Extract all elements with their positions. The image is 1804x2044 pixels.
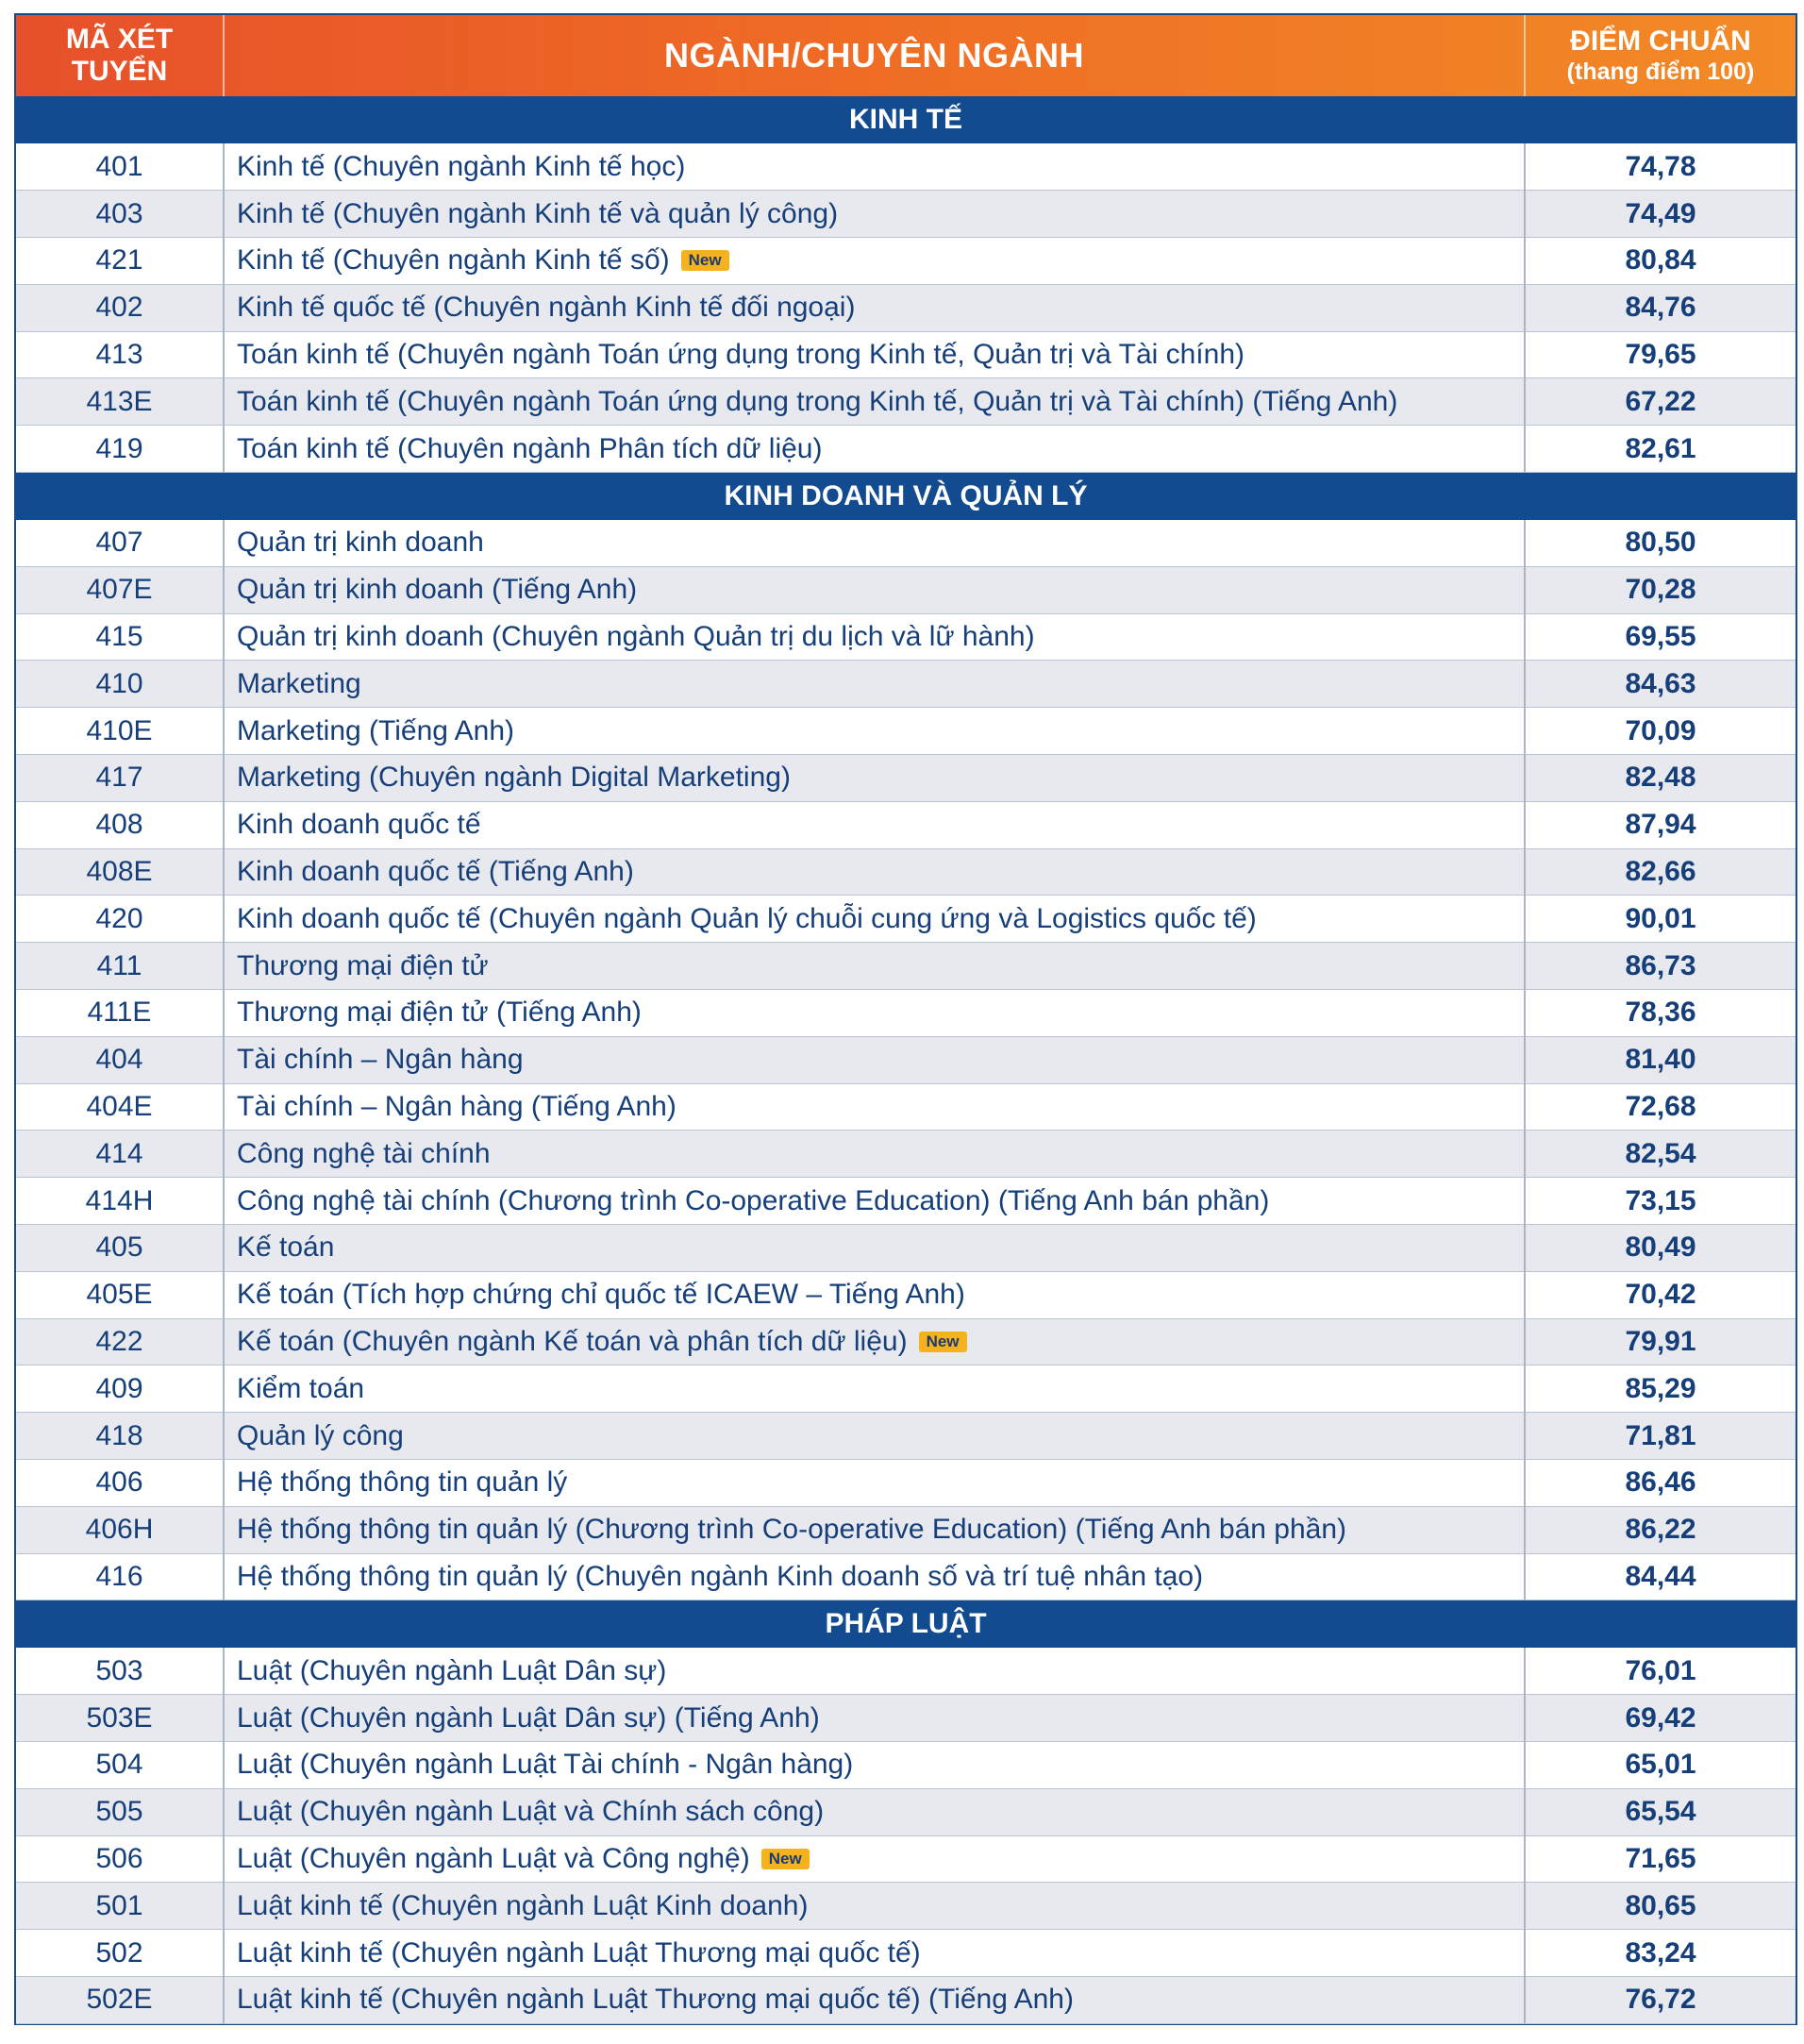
- table-row: [16, 613, 1796, 661]
- cutoff-score: 82,61: [1525, 426, 1796, 473]
- program-name: Quản trị kinh doanh (Chuyên ngành Quản trị du lịch và lữ hành): [237, 621, 1035, 653]
- program-code: 414H: [16, 1178, 224, 1225]
- program-code: 413: [16, 331, 224, 378]
- program-name-cell: [224, 896, 1525, 943]
- program-name: Hệ thống thông tin quản lý (Chương trình Co-operative Education) (Tiếng Anh bán phần): [237, 1514, 1347, 1546]
- program-code: 420: [16, 896, 224, 943]
- program-name: Tài chính – Ngân hàng (Tiếng Anh): [237, 1091, 676, 1123]
- table-row: [16, 1648, 1796, 1695]
- section-header: [16, 473, 1796, 520]
- table-body: [16, 96, 1796, 2023]
- program-name-cell: [224, 1835, 1525, 1883]
- cutoff-score: 71,81: [1525, 1413, 1796, 1460]
- program-code: 503E: [16, 1695, 224, 1742]
- program-code: 404: [16, 1036, 224, 1083]
- cutoff-score: 82,66: [1525, 848, 1796, 896]
- program-name-cell: [224, 1365, 1525, 1413]
- cutoff-score: 76,72: [1525, 1976, 1796, 2023]
- program-name: Kinh tế (Chuyên ngành Kinh tế học): [237, 150, 686, 182]
- cutoff-score: 82,48: [1525, 755, 1796, 802]
- program-name-cell: [224, 1976, 1525, 2023]
- program-name-cell: [224, 1178, 1525, 1225]
- section-title: KINH DOANH VÀ QUẢN LÝ: [16, 473, 1796, 520]
- program-name-cell: [224, 426, 1525, 473]
- header-code-line1: MÃ XÉT: [65, 24, 174, 55]
- program-name: Hệ thống thông tin quản lý: [237, 1466, 568, 1499]
- cutoff-score: 76,01: [1525, 1648, 1796, 1695]
- program-name-cell: [224, 520, 1525, 567]
- program-name-cell: [224, 1788, 1525, 1835]
- cutoff-score: 86,22: [1525, 1506, 1796, 1553]
- program-name: Kế toán (Tích hợp chứng chỉ quốc tế ICAEW – Tiếng Anh): [237, 1279, 965, 1311]
- program-code: 411: [16, 943, 224, 990]
- cutoff-score: 65,54: [1525, 1788, 1796, 1835]
- program-name-cell: [224, 1036, 1525, 1083]
- header-code: [16, 15, 224, 96]
- table-row: [16, 1083, 1796, 1131]
- program-name: Kiểm toán: [237, 1372, 365, 1404]
- program-code: 422: [16, 1318, 224, 1365]
- cutoff-score: 85,29: [1525, 1365, 1796, 1413]
- program-name: Luật (Chuyên ngành Luật và Chính sách công): [237, 1796, 825, 1828]
- header-code-line2: TUYỂN: [71, 56, 168, 87]
- program-name: Kinh doanh quốc tế (Tiếng Anh): [237, 856, 634, 888]
- program-name: Marketing: [237, 667, 361, 699]
- program-code: 411E: [16, 990, 224, 1037]
- program-code: 402: [16, 284, 224, 331]
- program-name-cell: [224, 238, 1525, 285]
- program-code: 410: [16, 661, 224, 708]
- table-row: [16, 284, 1796, 331]
- table-row: [16, 426, 1796, 473]
- program-name-cell: [224, 755, 1525, 802]
- program-name: Kế toán: [237, 1231, 335, 1264]
- cutoff-score: 71,65: [1525, 1835, 1796, 1883]
- program-name: Toán kinh tế (Chuyên ngành Toán ứng dụng trong Kinh tế, Quản trị và Tài chính): [237, 339, 1245, 371]
- program-name-cell: [224, 1318, 1525, 1365]
- program-code: 409: [16, 1365, 224, 1413]
- table-row: [16, 1742, 1796, 1789]
- new-badge: New: [919, 1332, 967, 1352]
- program-code: 406H: [16, 1506, 224, 1553]
- program-name: Quản lý công: [237, 1419, 404, 1451]
- table-row: [16, 1788, 1796, 1835]
- table-row: [16, 801, 1796, 848]
- program-name: Luật kinh tế (Chuyên ngành Luật Kinh doanh): [237, 1889, 809, 1921]
- score-table-frame: [14, 13, 1797, 2025]
- table-row: [16, 1976, 1796, 2023]
- program-code: 421: [16, 238, 224, 285]
- program-code: 416: [16, 1553, 224, 1600]
- header-row: [16, 15, 1796, 96]
- cutoff-score: 73,15: [1525, 1178, 1796, 1225]
- program-name-cell: [224, 708, 1525, 755]
- program-code: 504: [16, 1742, 224, 1789]
- section-title: KINH TẾ: [16, 96, 1796, 143]
- table-row: [16, 1413, 1796, 1460]
- program-name-cell: [224, 1648, 1525, 1695]
- section-header: [16, 1600, 1796, 1648]
- cutoff-score: 86,73: [1525, 943, 1796, 990]
- program-name: Marketing (Chuyên ngành Digital Marketing): [237, 762, 791, 794]
- table-row: [16, 1036, 1796, 1083]
- program-code: 502E: [16, 1976, 224, 2023]
- program-name: Thương mại điện tử (Tiếng Anh): [237, 997, 642, 1029]
- program-name: Kinh doanh quốc tế (Chuyên ngành Quản lý chuỗi cung ứng và Logistics quốc tế): [237, 902, 1257, 934]
- header-major: NGÀNH/CHUYÊN NGÀNH: [224, 15, 1525, 96]
- cutoff-score: 70,42: [1525, 1271, 1796, 1318]
- program-code: 408: [16, 801, 224, 848]
- cutoff-score: 80,50: [1525, 520, 1796, 567]
- program-code: 413E: [16, 378, 224, 426]
- table-row: [16, 1365, 1796, 1413]
- cutoff-score: 80,65: [1525, 1883, 1796, 1930]
- program-code: 503: [16, 1648, 224, 1695]
- cutoff-score: 70,09: [1525, 708, 1796, 755]
- program-name-cell: [224, 1930, 1525, 1977]
- table-row: [16, 1178, 1796, 1225]
- program-name: Toán kinh tế (Chuyên ngành Toán ứng dụng trong Kinh tế, Quản trị và Tài chính) (Tiếng Anh): [237, 385, 1398, 417]
- program-name: Kinh tế (Chuyên ngành Kinh tế số): [237, 244, 670, 276]
- program-code: 405E: [16, 1271, 224, 1318]
- cutoff-score: 84,63: [1525, 661, 1796, 708]
- table-row: [16, 1835, 1796, 1883]
- program-name: Kinh doanh quốc tế: [237, 809, 481, 841]
- table-row: [16, 943, 1796, 990]
- table-row: [16, 191, 1796, 238]
- program-name-cell: [224, 378, 1525, 426]
- program-name-cell: [224, 1131, 1525, 1178]
- program-name: Marketing (Tiếng Anh): [237, 714, 515, 746]
- program-code: 403: [16, 191, 224, 238]
- program-name: Công nghệ tài chính: [237, 1137, 491, 1169]
- program-name-cell: [224, 1883, 1525, 1930]
- cutoff-score: 87,94: [1525, 801, 1796, 848]
- program-name-cell: [224, 1553, 1525, 1600]
- program-name-cell: [224, 943, 1525, 990]
- program-name: Luật kinh tế (Chuyên ngành Luật Thương mại quốc tế) (Tiếng Anh): [237, 1984, 1074, 2016]
- program-name-cell: [224, 1271, 1525, 1318]
- cutoff-score: 79,91: [1525, 1318, 1796, 1365]
- table-row: [16, 848, 1796, 896]
- program-name: Hệ thống thông tin quản lý (Chuyên ngành Kinh doanh số và trí tuệ nhân tạo): [237, 1561, 1204, 1592]
- cutoff-score: 83,24: [1525, 1930, 1796, 1977]
- cutoff-score: 84,44: [1525, 1553, 1796, 1600]
- table-row: [16, 331, 1796, 378]
- cutoff-score: 90,01: [1525, 896, 1796, 943]
- new-badge: New: [761, 1849, 810, 1869]
- table-row: [16, 896, 1796, 943]
- cutoff-score: 74,49: [1525, 191, 1796, 238]
- program-name-cell: [224, 613, 1525, 661]
- program-code: 401: [16, 143, 224, 191]
- program-name: Toán kinh tế (Chuyên ngành Phân tích dữ liệu): [237, 432, 823, 464]
- table-row: [16, 1506, 1796, 1553]
- program-code: 410E: [16, 708, 224, 755]
- program-name-cell: [224, 331, 1525, 378]
- program-name: Quản trị kinh doanh (Tiếng Anh): [237, 574, 638, 606]
- program-name: Luật kinh tế (Chuyên ngành Luật Thương mại quốc tế): [237, 1936, 921, 1969]
- table-header: [16, 15, 1796, 96]
- program-name-cell: [224, 1506, 1525, 1553]
- program-name-cell: [224, 801, 1525, 848]
- table-row: [16, 520, 1796, 567]
- program-name-cell: [224, 661, 1525, 708]
- program-code: 417: [16, 755, 224, 802]
- program-code: 505: [16, 1788, 224, 1835]
- table-row: [16, 143, 1796, 191]
- cutoff-score: 74,78: [1525, 143, 1796, 191]
- program-name: Luật (Chuyên ngành Luật Dân sự): [237, 1654, 667, 1686]
- program-code: 407E: [16, 566, 224, 613]
- cutoff-score: 79,65: [1525, 331, 1796, 378]
- program-name-cell: [224, 1742, 1525, 1789]
- program-name-cell: [224, 1083, 1525, 1131]
- program-name: Luật (Chuyên ngành Luật và Công nghệ): [237, 1842, 750, 1874]
- program-name-cell: [224, 1413, 1525, 1460]
- cutoff-score: 69,55: [1525, 613, 1796, 661]
- program-code: 414: [16, 1131, 224, 1178]
- table-row: [16, 1883, 1796, 1930]
- new-badge: New: [681, 250, 729, 271]
- program-name-cell: [224, 990, 1525, 1037]
- program-name: Thương mại điện tử: [237, 949, 489, 981]
- program-name: Kinh tế quốc tế (Chuyên ngành Kinh tế đối ngoại): [237, 292, 856, 324]
- cutoff-score: 67,22: [1525, 378, 1796, 426]
- cutoff-score: 80,84: [1525, 238, 1796, 285]
- table-row: [16, 755, 1796, 802]
- section-title: PHÁP LUẬT: [16, 1600, 1796, 1648]
- header-score-label: ĐIỂM CHUẨN: [1570, 25, 1751, 57]
- table-row: [16, 378, 1796, 426]
- program-name: Luật (Chuyên ngành Luật Dân sự) (Tiếng Anh): [237, 1701, 820, 1734]
- program-code: 408E: [16, 848, 224, 896]
- table-row: [16, 661, 1796, 708]
- cutoff-score: 69,42: [1525, 1695, 1796, 1742]
- program-name: Kế toán (Chuyên ngành Kế toán và phân tích dữ liệu): [237, 1326, 908, 1358]
- program-name-cell: [224, 1225, 1525, 1272]
- table-row: [16, 990, 1796, 1037]
- cutoff-score: 80,49: [1525, 1225, 1796, 1272]
- cutoff-score: 86,46: [1525, 1460, 1796, 1507]
- cutoff-score: 72,68: [1525, 1083, 1796, 1131]
- program-code: 501: [16, 1883, 224, 1930]
- section-header: [16, 96, 1796, 143]
- program-code: 502: [16, 1930, 224, 1977]
- program-name-cell: [224, 143, 1525, 191]
- program-name: Quản trị kinh doanh: [237, 527, 484, 559]
- header-score-sublabel: (thang điểm 100): [1566, 59, 1755, 85]
- program-name-cell: [224, 1695, 1525, 1742]
- table-row: [16, 1271, 1796, 1318]
- program-name: Tài chính – Ngân hàng: [237, 1044, 524, 1076]
- header-score: [1525, 15, 1796, 96]
- program-name-cell: [224, 284, 1525, 331]
- program-name-cell: [224, 191, 1525, 238]
- program-name: Công nghệ tài chính (Chương trình Co-operative Education) (Tiếng Anh bán phần): [237, 1184, 1270, 1216]
- cutoff-score: 70,28: [1525, 566, 1796, 613]
- table-row: [16, 566, 1796, 613]
- table-row: [16, 1460, 1796, 1507]
- table-row: [16, 1225, 1796, 1272]
- cutoff-score: 84,76: [1525, 284, 1796, 331]
- program-name-cell: [224, 566, 1525, 613]
- program-name-cell: [224, 1460, 1525, 1507]
- table-row: [16, 1930, 1796, 1977]
- program-name: Luật (Chuyên ngành Luật Tài chính - Ngân hàng): [237, 1749, 854, 1781]
- cutoff-score: 78,36: [1525, 990, 1796, 1037]
- table-row: [16, 1318, 1796, 1365]
- table-row: [16, 1131, 1796, 1178]
- program-name: Kinh tế (Chuyên ngành Kinh tế và quản lý công): [237, 197, 839, 229]
- admission-score-table: [16, 15, 1796, 2024]
- cutoff-score: 82,54: [1525, 1131, 1796, 1178]
- program-code: 418: [16, 1413, 224, 1460]
- table-row: [16, 708, 1796, 755]
- program-code: 405: [16, 1225, 224, 1272]
- program-code: 415: [16, 613, 224, 661]
- table-row: [16, 1695, 1796, 1742]
- program-name-cell: [224, 848, 1525, 896]
- table-row: [16, 1553, 1796, 1600]
- program-code: 506: [16, 1835, 224, 1883]
- program-code: 419: [16, 426, 224, 473]
- program-code: 407: [16, 520, 224, 567]
- cutoff-score: 81,40: [1525, 1036, 1796, 1083]
- program-code: 406: [16, 1460, 224, 1507]
- cutoff-score: 65,01: [1525, 1742, 1796, 1789]
- program-code: 404E: [16, 1083, 224, 1131]
- table-row: [16, 238, 1796, 285]
